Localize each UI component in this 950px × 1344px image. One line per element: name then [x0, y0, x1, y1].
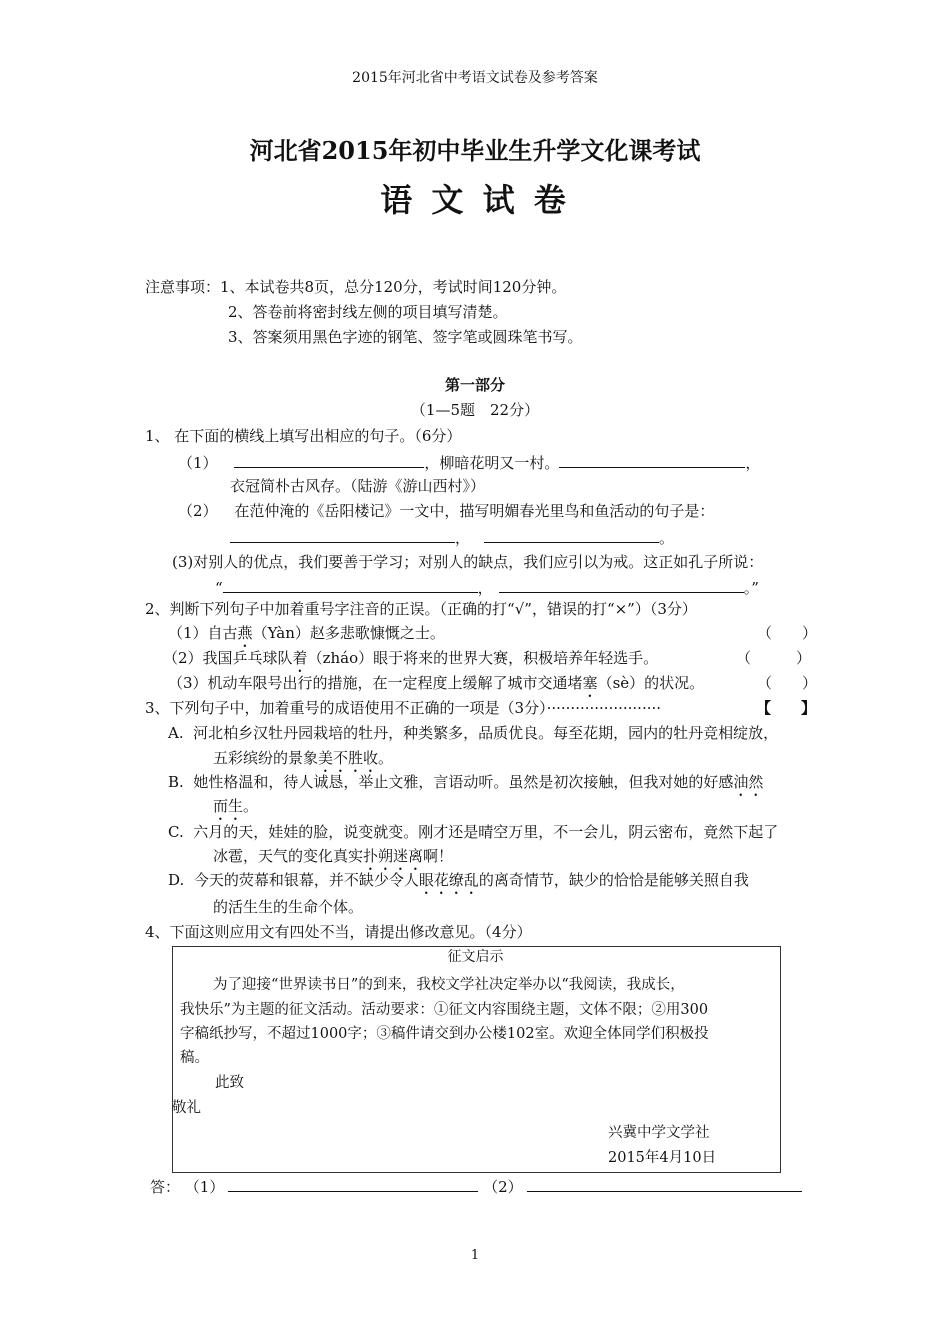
q3-option-c [168, 822, 778, 842]
question-1-stem: 1、 在下面的横线上填写出相应的句子。（6分） [145, 427, 462, 445]
notice-body-line: 字稿纸抄写，不超过1000字；③稿件请交到办公楼102室。欢迎全体同学们积极投 [180, 1026, 709, 1042]
notice-line: 注意事项：1、本试卷共8页，总分120分，考试时间120分钟。 [145, 278, 567, 296]
option-label: B. [168, 773, 184, 791]
answer-bracket[interactable]: 【 】 [756, 699, 817, 717]
signer: 兴冀中学文学社 [608, 1125, 710, 1141]
q2-item [163, 648, 658, 676]
text: 冰雹，天气的变化真实 [213, 847, 364, 865]
exam-title: 河北省2015年初中毕业生升学文化课考试 [249, 136, 701, 165]
option-label: C. [168, 823, 184, 841]
answer-blank[interactable] [527, 1176, 802, 1192]
answer-blank[interactable] [230, 527, 455, 543]
question-2-stem: 2、判断下列句子中加着重号字注音的正误。（正确的打“√”，错误的打“×”）（3分） [145, 600, 697, 618]
emphasized-char: 塞 [582, 674, 598, 692]
notice-body-line: 我快乐”为主题的征文活动。活动要求：①征文内容围绕主题，文体不限；②用300 [180, 1002, 709, 1018]
sub-number: （1） [184, 1178, 225, 1196]
emphasized-char: 燕 [237, 624, 253, 642]
text: （zháo）眼于将来的世界大赛，积极培养年轻选手。 [307, 649, 659, 667]
q3-option-b-line2 [213, 796, 258, 824]
text: ， [477, 579, 493, 597]
text: （3）机动车限号出行的措施，在一定程度上缓解了城市交通堵 [168, 674, 583, 692]
q1-sub3-blanks [215, 577, 759, 598]
answer-paren[interactable]: （ ） [757, 674, 818, 692]
answer-blank[interactable] [484, 527, 659, 543]
sub-number: （2） [483, 1178, 523, 1196]
text: 。 [378, 749, 394, 767]
exam-subtitle: 语 文 试 卷 [380, 181, 570, 219]
closing-salutation: 此致 [215, 1075, 244, 1091]
emphasized-idiom: 油然 [733, 773, 764, 791]
text: “ [215, 579, 223, 597]
part-range: （1—5题 22分） [410, 401, 540, 419]
page-number: 1 [470, 1248, 480, 1263]
emphasized-idiom: 眼花缭乱 [418, 871, 479, 889]
q1-sub1-line2: 衣冠简朴古风存。（陆游《游山西村》） [230, 477, 486, 495]
text: ，柳暗花明又一村。 [424, 454, 560, 472]
q1-sub2 [178, 501, 714, 521]
text: 的离奇情节，缺少的恰恰是能够关照自我 [478, 871, 749, 889]
answer-paren[interactable]: （ ） [736, 649, 812, 667]
notice-body-line: 稿。 [180, 1050, 209, 1066]
text: 。 [243, 797, 259, 815]
answer-blank[interactable] [234, 452, 424, 468]
sub-number: （1） [178, 454, 218, 472]
notice-line: 2、答卷前将密封线左侧的项目填写清楚。 [228, 303, 508, 321]
sub-number: （2） [178, 502, 218, 520]
answer-blank[interactable] [559, 452, 745, 468]
text: 六月的天，娃娃的脸，说变就变。刚才还是晴空万里，不一会儿，阴云密布，竟然下起了 [193, 823, 779, 841]
part-title: 第一部分 [444, 376, 505, 394]
emphasized-idiom: 扑朔迷离 [363, 847, 424, 865]
notice-title: 征文启示 [447, 949, 504, 965]
text: （1）自古 [168, 624, 238, 642]
text: ， [745, 454, 761, 472]
text: 她性格温和，待人诚恳，举止文雅，言语动听。虽然是初次接触，但我对她的好感 [193, 773, 734, 791]
q1-sub3: (3)对别人的优点，我们要善于学习；对别人的缺点，我们应引以为戒。这正如孔子所说： [172, 553, 764, 571]
text: 啊！ [423, 847, 454, 865]
option-label: A. [168, 724, 184, 742]
notice-line: 3、答案须用黑色字迹的钢笔、签字笔或圆珠笔书写。 [228, 328, 583, 346]
answer-label: 答： [150, 1178, 181, 1196]
text: （2）我国乒乓球队 [163, 649, 293, 667]
q1-sub1 [178, 452, 760, 473]
text: （Yàn）赵多悲歌慷慨之士。 [252, 624, 445, 642]
q2-item [168, 673, 704, 701]
answer-blank[interactable] [223, 577, 478, 593]
option-label: D. [168, 871, 185, 889]
answer-line [150, 1176, 802, 1197]
q1-sub2-blanks [230, 527, 674, 548]
text: 河北柏乡汉牡丹园栽培的牡丹，种类繁多，品质优良。每至花期，园内的牡丹竞相绽放， [193, 724, 779, 742]
text: 五彩缤纷的景象 [213, 749, 319, 767]
text: 。 [659, 529, 675, 547]
answer-blank[interactable] [499, 577, 744, 593]
running-header: 2015年河北省中考语文试卷及参考答案 [352, 70, 598, 86]
question-3-stem: 3、下列句子中，加着重号的成语使用不正确的一项是（3分）························ [145, 699, 662, 717]
text: （sè）的状况。 [597, 674, 705, 692]
text: 在范仲淹的《岳阳楼记》一文中，描写明媚春光里鸟和鱼活动的句子是： [234, 502, 715, 520]
emphasized-char: 着 [292, 649, 308, 667]
text: 。” [743, 579, 759, 597]
text: 今天的荧幕和银幕，并不缺少令人 [193, 871, 419, 889]
notice-body-line: 为了迎接“世界读书日”的到来，我校文学社决定举办以“我阅读，我成长， [213, 977, 685, 993]
q3-option-d [168, 870, 749, 898]
q3-option-d-line2: 的活生生的生命个体。 [213, 898, 364, 916]
notice-date: 2015年4月10日 [608, 1150, 717, 1166]
answer-blank[interactable] [228, 1176, 478, 1192]
emphasized-idiom: 美不胜收 [318, 749, 379, 767]
q3-option-a [168, 723, 778, 743]
emphasized-idiom: 而生 [213, 797, 244, 815]
closing-regards: 敬礼 [172, 1100, 201, 1116]
question-4-stem: 4、下面这则应用文有四处不当，请提出修改意见。（4分） [145, 923, 532, 941]
answer-paren[interactable]: （ ） [757, 624, 818, 642]
q2-item [168, 623, 445, 651]
text: ， [455, 529, 471, 547]
